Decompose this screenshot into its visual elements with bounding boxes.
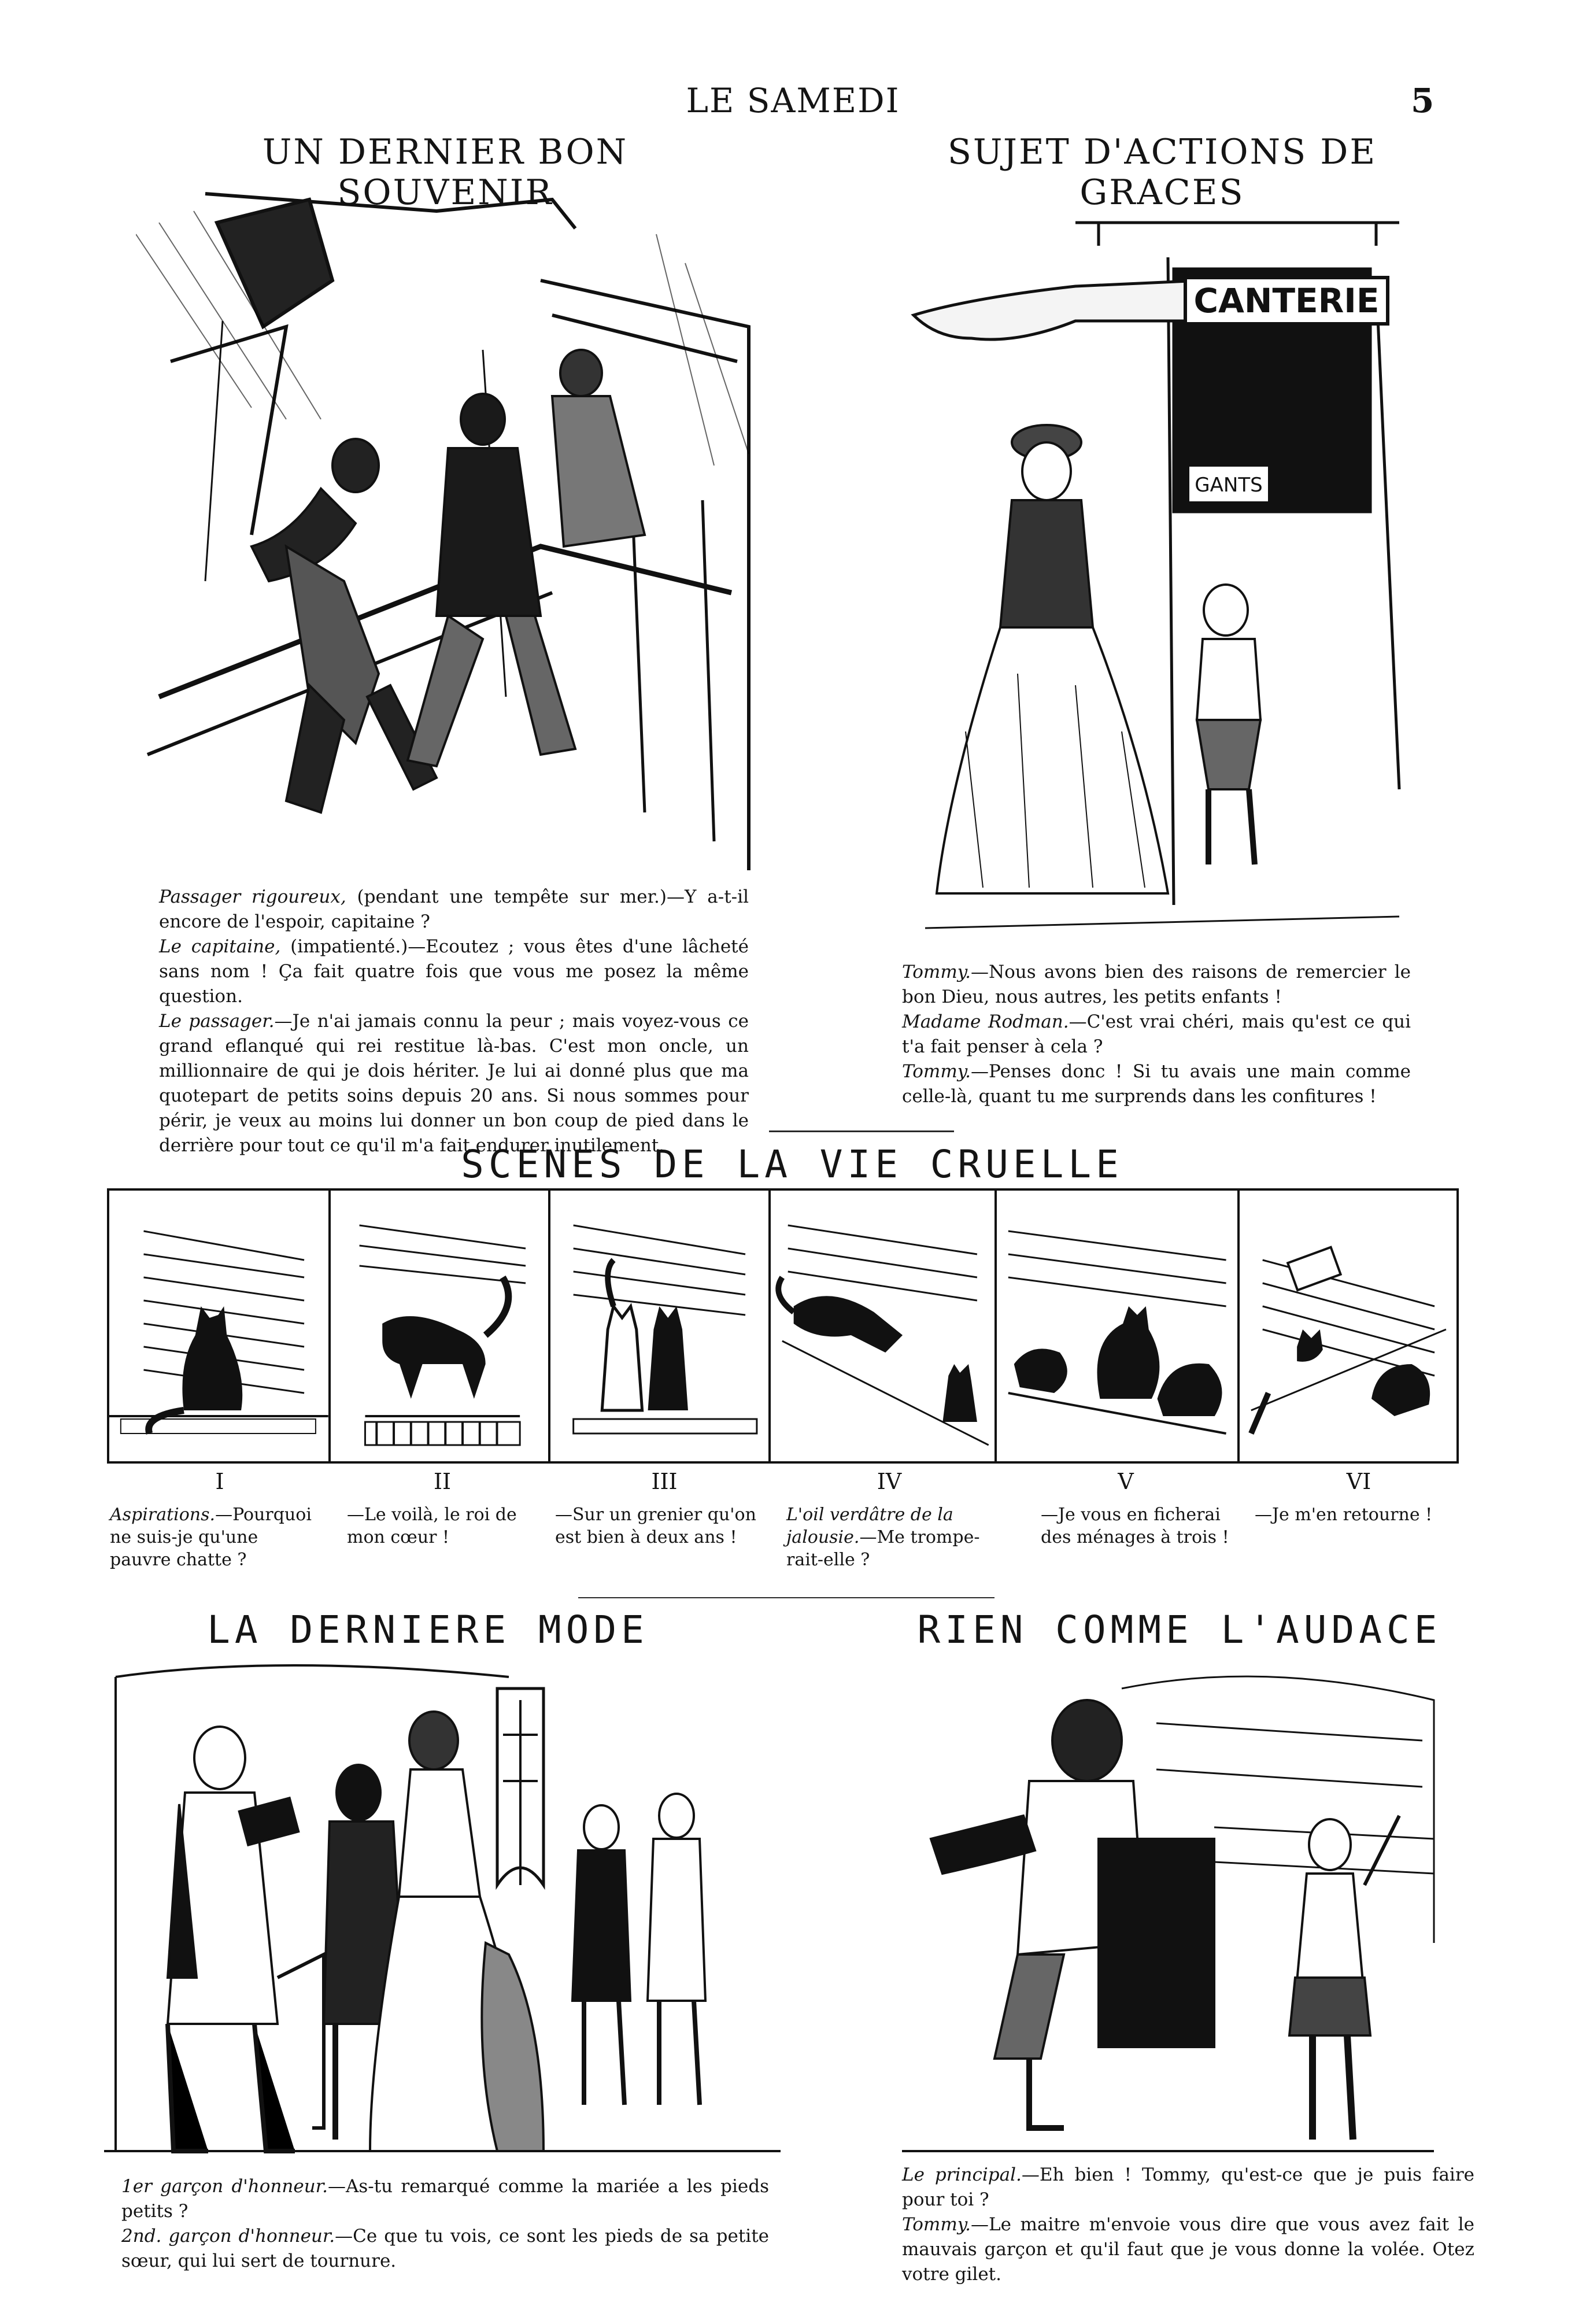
dialogue-text: —Je n'ai jamais connu la peur ; mais voyez-vous ce grand eflanqué qui rei restitue là-bas. C'est mon oncle, un millionnaire de qui je dois hériter. Je lui ai donné plus que ma quotepart de petits soins depuis 20 ans. Si nous sommes pour périr, je veux au moins lui donner un bon coup de pied dans le derrière pour tout ce qu'il m'a fait endurer inutilement. xyxy=(159,1011,749,1156)
speaker-label: Tommy. xyxy=(902,2214,971,2235)
ship-storm-drawing xyxy=(136,176,760,870)
panel-5-drawing xyxy=(997,1191,1237,1461)
caption-line xyxy=(902,1010,1411,1059)
panel-4-drawing xyxy=(771,1191,995,1461)
panel-numeral: IV xyxy=(877,1469,902,1494)
section-title-vie-cruelle: SCENES DE LA VIE CRUELLE xyxy=(461,1142,1123,1187)
panel-1-drawing xyxy=(109,1191,328,1461)
panel-caption-6 xyxy=(1255,1503,1469,1526)
principal-drawing xyxy=(890,1654,1445,2163)
caption-derniere-mode xyxy=(121,2174,769,2274)
speaker-label: L'oil verdâtre de la jalousie. xyxy=(786,1505,953,1547)
illustration-canterie xyxy=(902,211,1411,940)
caption-line xyxy=(902,2212,1474,2287)
speaker-label: Tommy. xyxy=(902,1061,971,1082)
section-title-graces: SUJET D'ACTIONS DE GRACES xyxy=(947,132,1377,213)
caption-line xyxy=(159,934,749,1009)
dialogue-text: (impatienté.)—Ecoutez ; vous êtes d'une lâcheté sans nom ! Ça fait quatre fois que vous me posez la même question. xyxy=(159,936,749,1007)
strip-panel-2 xyxy=(331,1191,551,1461)
dialogue-text: (pendant une tempête sur mer.)—Y a-t-il encore de l'espoir, capitaine ? xyxy=(159,886,749,932)
strip-panel-5 xyxy=(997,1191,1240,1461)
caption-line xyxy=(902,1059,1411,1109)
dialogue-text: —Je vous en ficherai des ménages à trois ! xyxy=(1041,1505,1229,1547)
speaker-label: Le principal. xyxy=(902,2164,1022,2185)
comic-strip xyxy=(107,1188,1459,1464)
panel-caption-4 xyxy=(786,1503,995,1571)
panel-numeral: V xyxy=(1118,1469,1134,1494)
newspaper-title: LE SAMEDI xyxy=(686,81,900,120)
section-title-souvenir: UN DERNIER BON SOUVENIR xyxy=(262,132,629,213)
caption-line xyxy=(902,960,1411,1010)
page-number: 5 xyxy=(1411,81,1435,120)
caption-line xyxy=(121,2224,769,2274)
dialogue-text: —Sur un grenier qu'on est bien à deux ans ! xyxy=(555,1505,756,1547)
speaker-label: Madame Rodman. xyxy=(902,1011,1069,1032)
dialogue-text: —As-tu remarqué comme la mariée a les pieds petits ? xyxy=(121,2176,769,2222)
caption-audace xyxy=(902,2163,1474,2287)
divider-rule xyxy=(769,1130,954,1132)
wedding-drawing xyxy=(104,1654,781,2163)
panel-caption-3 xyxy=(555,1503,763,1549)
strip-panel-1 xyxy=(109,1191,331,1461)
dialogue-text: —Nous avons bien des raisons de remercier le bon Dieu, nous autres, les petits enfants ! xyxy=(902,962,1411,1007)
caption-line xyxy=(902,2163,1474,2212)
dialogue-text: —Eh bien ! Tommy, qu'est-ce que je puis faire pour toi ? xyxy=(902,2164,1475,2210)
strip-panel-3 xyxy=(550,1191,771,1461)
dialogue-text: —Penses donc ! Si tu avais une main comme celle-là, quant tu me surprends dans les confitures ! xyxy=(902,1061,1411,1107)
panel-numeral: VI xyxy=(1346,1469,1371,1494)
dialogue-text: —Pourquoi ne suis-je qu'une pauvre chatte ? xyxy=(110,1505,312,1570)
panel-numeral: I xyxy=(215,1469,224,1494)
caption-line xyxy=(159,1009,749,1158)
shop-sign-text: CANTERIE xyxy=(1193,281,1380,320)
caption-souvenir xyxy=(159,885,749,1158)
illustration-wedding xyxy=(104,1654,781,2163)
door-sign-text: GANTS xyxy=(1195,474,1263,497)
speaker-label: Passager rigoureux, xyxy=(159,886,346,907)
panel-numeral: III xyxy=(651,1469,678,1494)
speaker-label: Aspirations. xyxy=(110,1505,216,1525)
speaker-label: Tommy. xyxy=(902,962,971,982)
panel-caption-5 xyxy=(1041,1503,1237,1549)
speaker-label: 2nd. garçon d'honneur. xyxy=(121,2226,335,2247)
caption-graces xyxy=(902,960,1411,1109)
section-title-audace: RIEN COMME L'AUDACE xyxy=(917,1608,1442,1652)
speaker-label: 1er garçon d'honneur. xyxy=(121,2176,328,2197)
dialogue-text: —Me trompe-rait-elle ? xyxy=(786,1527,980,1570)
caption-line xyxy=(121,2174,769,2224)
dialogue-text: —Le voilà, le roi de mon cœur ! xyxy=(347,1505,517,1547)
divider-rule xyxy=(578,1597,995,1598)
panel-caption-1 xyxy=(110,1503,318,1571)
canterie-drawing xyxy=(902,211,1411,940)
panel-6-drawing xyxy=(1240,1191,1456,1461)
illustration-ship-storm xyxy=(136,176,760,870)
dialogue-text: —Je m'en retourne ! xyxy=(1255,1505,1433,1525)
illustration-principal xyxy=(890,1654,1445,2163)
speaker-label: Le passager. xyxy=(159,1011,275,1032)
caption-line xyxy=(159,885,749,934)
dialogue-text: —Ce que tu vois, ce sont les pieds de sa petite sœur, qui lui sert de tournure. xyxy=(121,2226,770,2271)
panel-2-drawing xyxy=(331,1191,549,1461)
speaker-label: Le capitaine, xyxy=(159,936,281,957)
panel-3-drawing xyxy=(550,1191,768,1461)
panel-numeral: II xyxy=(433,1469,452,1494)
dialogue-text: —Le maitre m'envoie vous dire que vous avez fait le mauvais garçon et qu'il faut que je vous donne la volée. Otez votre gilet. xyxy=(902,2214,1474,2285)
section-title-derniere-mode: LA DERNIERE MODE xyxy=(207,1608,649,1652)
dialogue-text: —C'est vrai chéri, mais qu'est ce qui t'a fait penser à cela ? xyxy=(902,1011,1411,1057)
strip-panel-6 xyxy=(1240,1191,1456,1461)
panel-caption-2 xyxy=(347,1503,544,1549)
strip-panel-4 xyxy=(771,1191,997,1461)
